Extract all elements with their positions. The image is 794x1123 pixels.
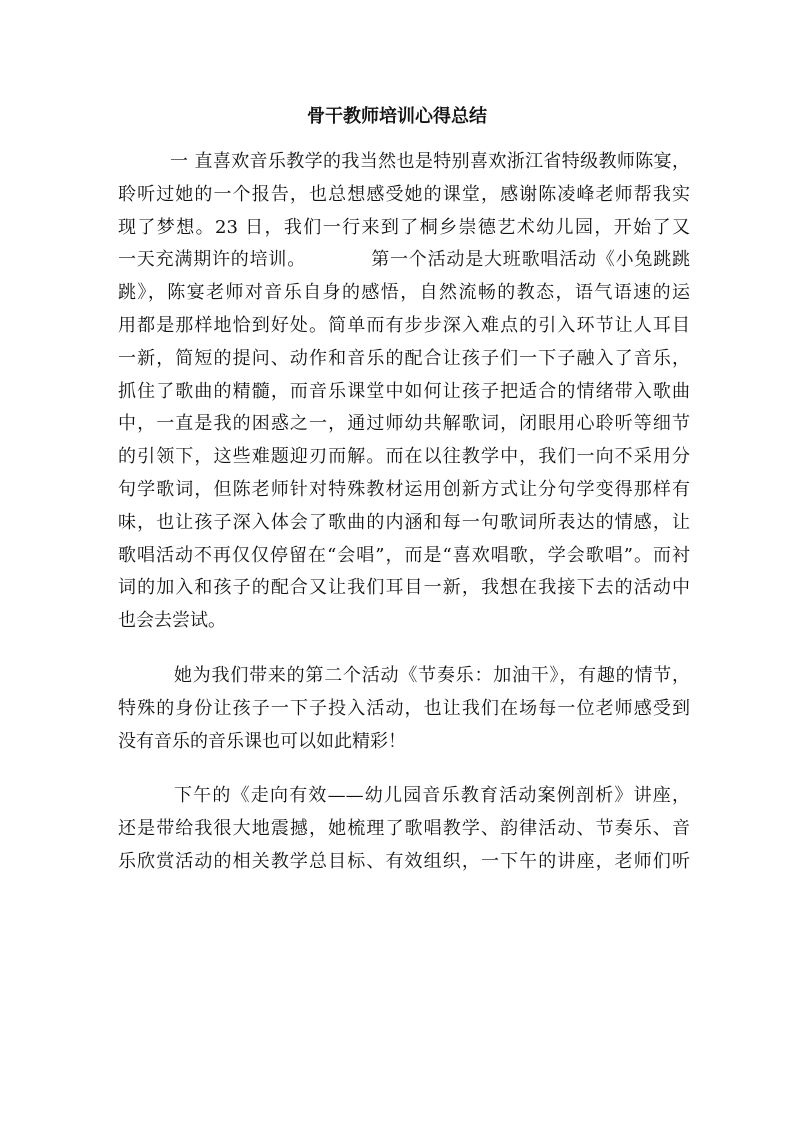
paragraph-2 bbox=[118, 660, 690, 758]
text-line: 特殊的身份让孩子一下子投入活动，也让我们在场每一位老师感受到 bbox=[118, 697, 690, 719]
text-line: 句学歌词，但陈老师针对特殊教材运用创新方式让分句学变得那样有 bbox=[118, 478, 690, 500]
text-line: 乐欣赏活动的相关教学总目标、有效组织，一下午的讲座，老师们听 bbox=[118, 850, 690, 872]
document-title: 骨干教师培训心得总结 bbox=[307, 106, 487, 127]
document-body bbox=[118, 146, 690, 879]
paragraph-1 bbox=[118, 146, 690, 638]
paragraph-gap bbox=[118, 758, 690, 780]
text-line: 中，一直是我的困惑之一，通过师幼共解歌词，闭眼用心聆听等细节 bbox=[118, 413, 690, 435]
text-line: 也会去尝试。 bbox=[118, 610, 226, 632]
paragraph-3 bbox=[118, 780, 690, 878]
text-line: 味，也让孩子深入体会了歌曲的内涵和每一句歌词所表达的情感，让 bbox=[118, 511, 690, 533]
text-line: 跳》，陈宴老师对音乐自身的感悟，自然流畅的教态，语气语速的运 bbox=[118, 282, 690, 304]
text-line: 歌唱活动不再仅仅停留在“会唱”，而是“喜欢唱歌，学会歌唱”。而衬 bbox=[118, 544, 690, 566]
text-line: 下午的《走向有效——幼儿园音乐教育活动案例剖析》讲座， bbox=[174, 785, 690, 807]
text-line: 没有音乐的音乐课也可以如此精彩！ bbox=[118, 730, 406, 752]
text-line: 还是带给我很大地震撼，她梳理了歌唱教学、韵律活动、节奏乐、音 bbox=[118, 818, 690, 840]
text-line: 一 直喜欢音乐教学的我当然也是特别喜欢浙江省特级教师陈宴， bbox=[170, 151, 690, 172]
text-line: 抓住了歌曲的精髓，而音乐课堂中如何让孩子把适合的情绪带入歌曲 bbox=[118, 380, 690, 402]
text-line: 的引领下，这些难题迎刃而解。而在以往教学中，我们一向不采用分 bbox=[118, 446, 690, 468]
text-line: 词的加入和孩子的配合又让我们耳目一新，我想在我接下去的活动中 bbox=[118, 577, 690, 599]
text-line: 聆听过她的一个报告，也总想感受她的课堂，感谢陈凌峰老师帮我实 bbox=[118, 183, 690, 205]
text-line: 一新，简短的提问、动作和音乐的配合让孩子们一下子融入了音乐， bbox=[118, 347, 690, 369]
text-line: 她为我们带来的第二个活动《节奏乐：加油干》，有趣的情节， bbox=[174, 664, 690, 686]
text-line: 用都是那样地恰到好处。简单而有步步深入难点的引入环节让人耳目 bbox=[118, 314, 690, 336]
text-line: 现了梦想。23 日，我们一行来到了桐乡崇德艺术幼儿园，开始了又 bbox=[118, 216, 690, 238]
paragraph-gap bbox=[118, 638, 690, 660]
text-line: 一天充满期许的培训。 第一个活动是大班歌唱活动《小兔跳跳 bbox=[118, 249, 690, 271]
